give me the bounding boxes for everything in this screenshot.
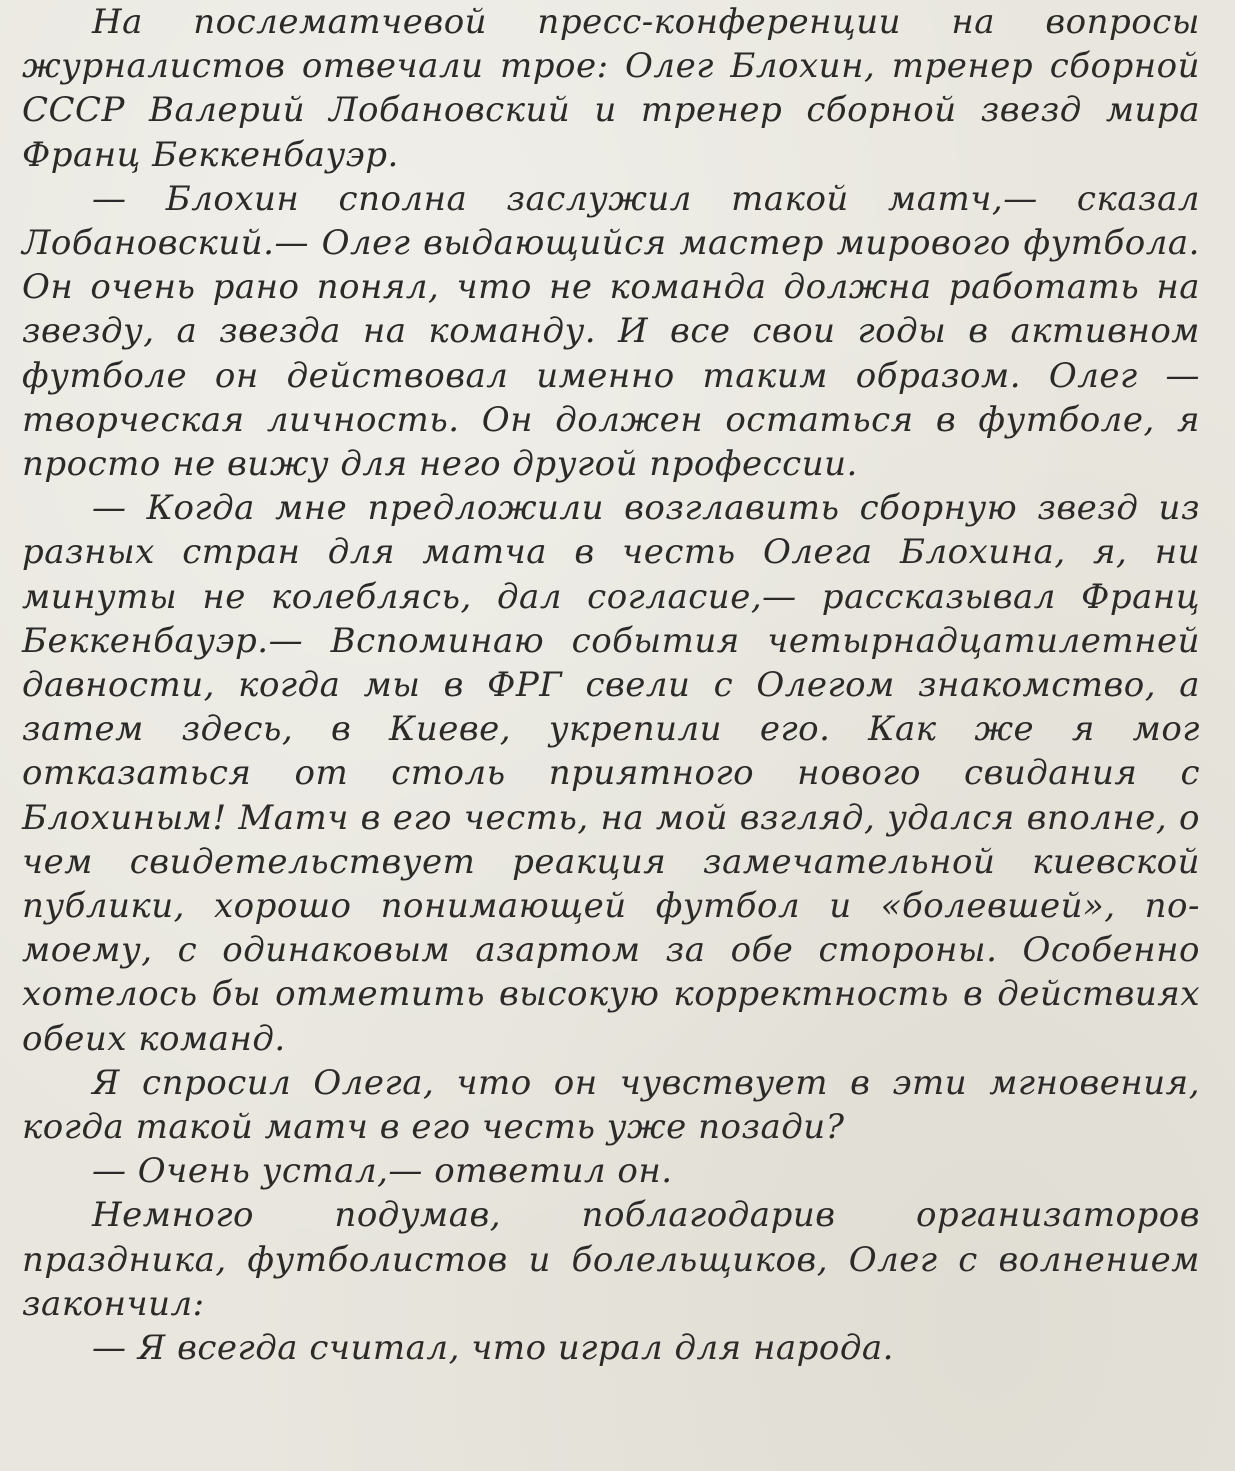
paragraph-question-to-oleg: Я спросил Олега, что он чувствует в эти мгновения, когда такой матч в его честь уже позади? [22,1062,1200,1148]
paragraph-press-conference: На послематчевой пресс-конференции на вопросы журналистов отвечали трое: Олег Блохин, тренер сборной СССР Валерий Лобановский и тренер сборной звезд мира Франц Беккенбауэр. [22,2,1200,175]
page-body-text [22,0,1200,1370]
paragraph-lobanovsky-quote: — Блохин сполна заслужил такой матч,— сказал Лобановский.— Олег выдающийся мастер мирового футбола. Он очень рано понял, что не команда должна работать на звезду, а звезда на команду. И все свои годы в активном футболе он действовал именно таким образом. Олег — творческая личность. Он должен остаться в футболе, я просто не вижу для него другой профессии. [22,178,1200,485]
paragraph-oleg-thanks: Немного подумав, поблагодарив организаторов праздника, футболистов и болельщиков, Олег с волнением закончил: [22,1195,1200,1324]
paragraph-oleg-answer: — Очень устал,— ответил он. [92,1151,673,1192]
paragraph-beckenbauer-quote: — Когда мне предложили возглавить сборную звезд из разных стран для матча в честь Олега Блохина, я, ни минуты не колеблясь, дал согласие,— рассказывал Франц Беккенбауэр.— Вспоминаю события четырнадцатилетней давности, когда мы в ФРГ свели с Олегом знакомство, а затем здесь, в Киеве, укрепили его. Как же я мог отказаться от столь приятного нового свидания с Блохиным! Матч в его честь, на мой взгляд, удался вполне, о чем свидетельствует реакция замечательной киевской публики, хорошо понимающей футбол и «болевшей», по-моему, с одинаковым азартом за обе стороны. Особенно хотелось бы отметить высокую корректность в действиях обеих команд. [22,488,1200,1059]
paragraph-closing-quote: — Я всегда считал, что играл для народа. [92,1328,894,1369]
